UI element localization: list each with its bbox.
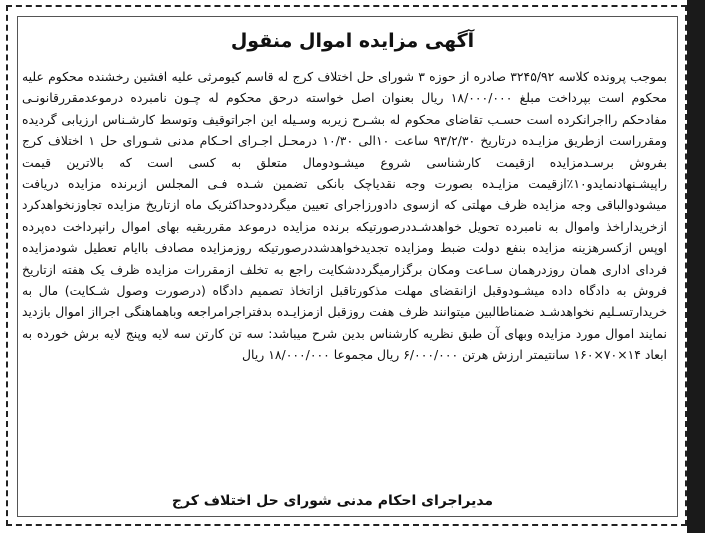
- notice-signature: مدیراجرای احکام مدنی شورای حل اختلاف کرج: [171, 493, 494, 509]
- notice-body: [22, 66, 667, 366]
- side-stamp-strip: [687, 0, 705, 533]
- notice-title: آگهی مزایده اموال منقول: [230, 30, 475, 52]
- notice-body-paragraph: بموجب پرونده کلاسه ۳۲۴۵/۹۲ صادره از حوزه ۳ شورای حل اختلاف کرج له قاسم کیومرثی علیه افشین رخشنده محکوم علیه محکوم است بپرداخت مبلغ ۱۸/۰۰۰/۰۰۰ ریال بعنوان اصل خواسته درحق محکوم له چـون نامبرده درموعدمقررقانونـی مفادحکم رااجرانکرده است حسـب تقاضای محکوم له بشـرح زیربه وسـیله این اجراتوقیف وتوسط کارشـناس ارزیابی گردیده ومقرراست ازطریق مزایـده درتاریخ ۹۳/۲/۳۰ ساعت ۱۰الی ۱۰/۳۰ درمحـل اجـرای احـکام مدنی شـورای حل ۱ اختلاف کرج بفروش برسـدمزایده ازقیمت کارشناسی شروع میشـودومال متعلق به کسی است که بالاترین قیمت راپیشـنهادنمایدو۱۰٪ازقیمت مزایـده بصورت وجه نقدیاچک بانکی تضمین شـده فـی المجلس ازبرنده مزایده دریافت میشودوالباقی وجه مزایده ظرف مهلتی که ازسوی دادورزاجرای تعیین میگرددوحداکثریک ماه ازتاریخ مزایده تجاوزنخواهدکرد ازخریداراخذ واموال به نامبرده تحویل خواهدشـددرصورتیکه برنده مزایده درموعد مقرربقیه بهای اموال رانپرداخت ده‌پرده اوپس ازکسرهزینه مزایده بنفع دولت ضبط ومزایده تجدیدخواهدشددرصورتیکه روزمزایده مصادف باایام تعطیل شودمزایده فردای اداری همان روزدرهمان سـاعت ومکان برگزارمیگرددشکایت راجع به تخلف ازمقررات مزایده ظرف یک هفته ازتاریخ فروش به دادگاه داده میشـودوقبل ازانقضای مهلت مذکورتاقبل ازاتخاذ تصمیم دادگاه (درصورت وصول شـکایت) مال به خریدارتسـلیم نخواهدشـد ضمناطالبین میتوانند ظرف هفت روزقبل ازمزایـده بدفتراجرامراجعه وباهماهنگی اجرااز اموال بازدید نمایند اموال مورد مزایده وبهای آن طبق نظریه کارشناس بدین شرح میباشد: سه تن کارتن سه لایه وپنج لایه برش خورده به ابعاد ۱۴×۷۰×۱۶۰ سانتیمتر ارزش هرتن ۶/۰۰۰/۰۰۰ ریال مجموعا ۱۸/۰۰۰/۰۰۰ ریال: [22, 69, 667, 363]
